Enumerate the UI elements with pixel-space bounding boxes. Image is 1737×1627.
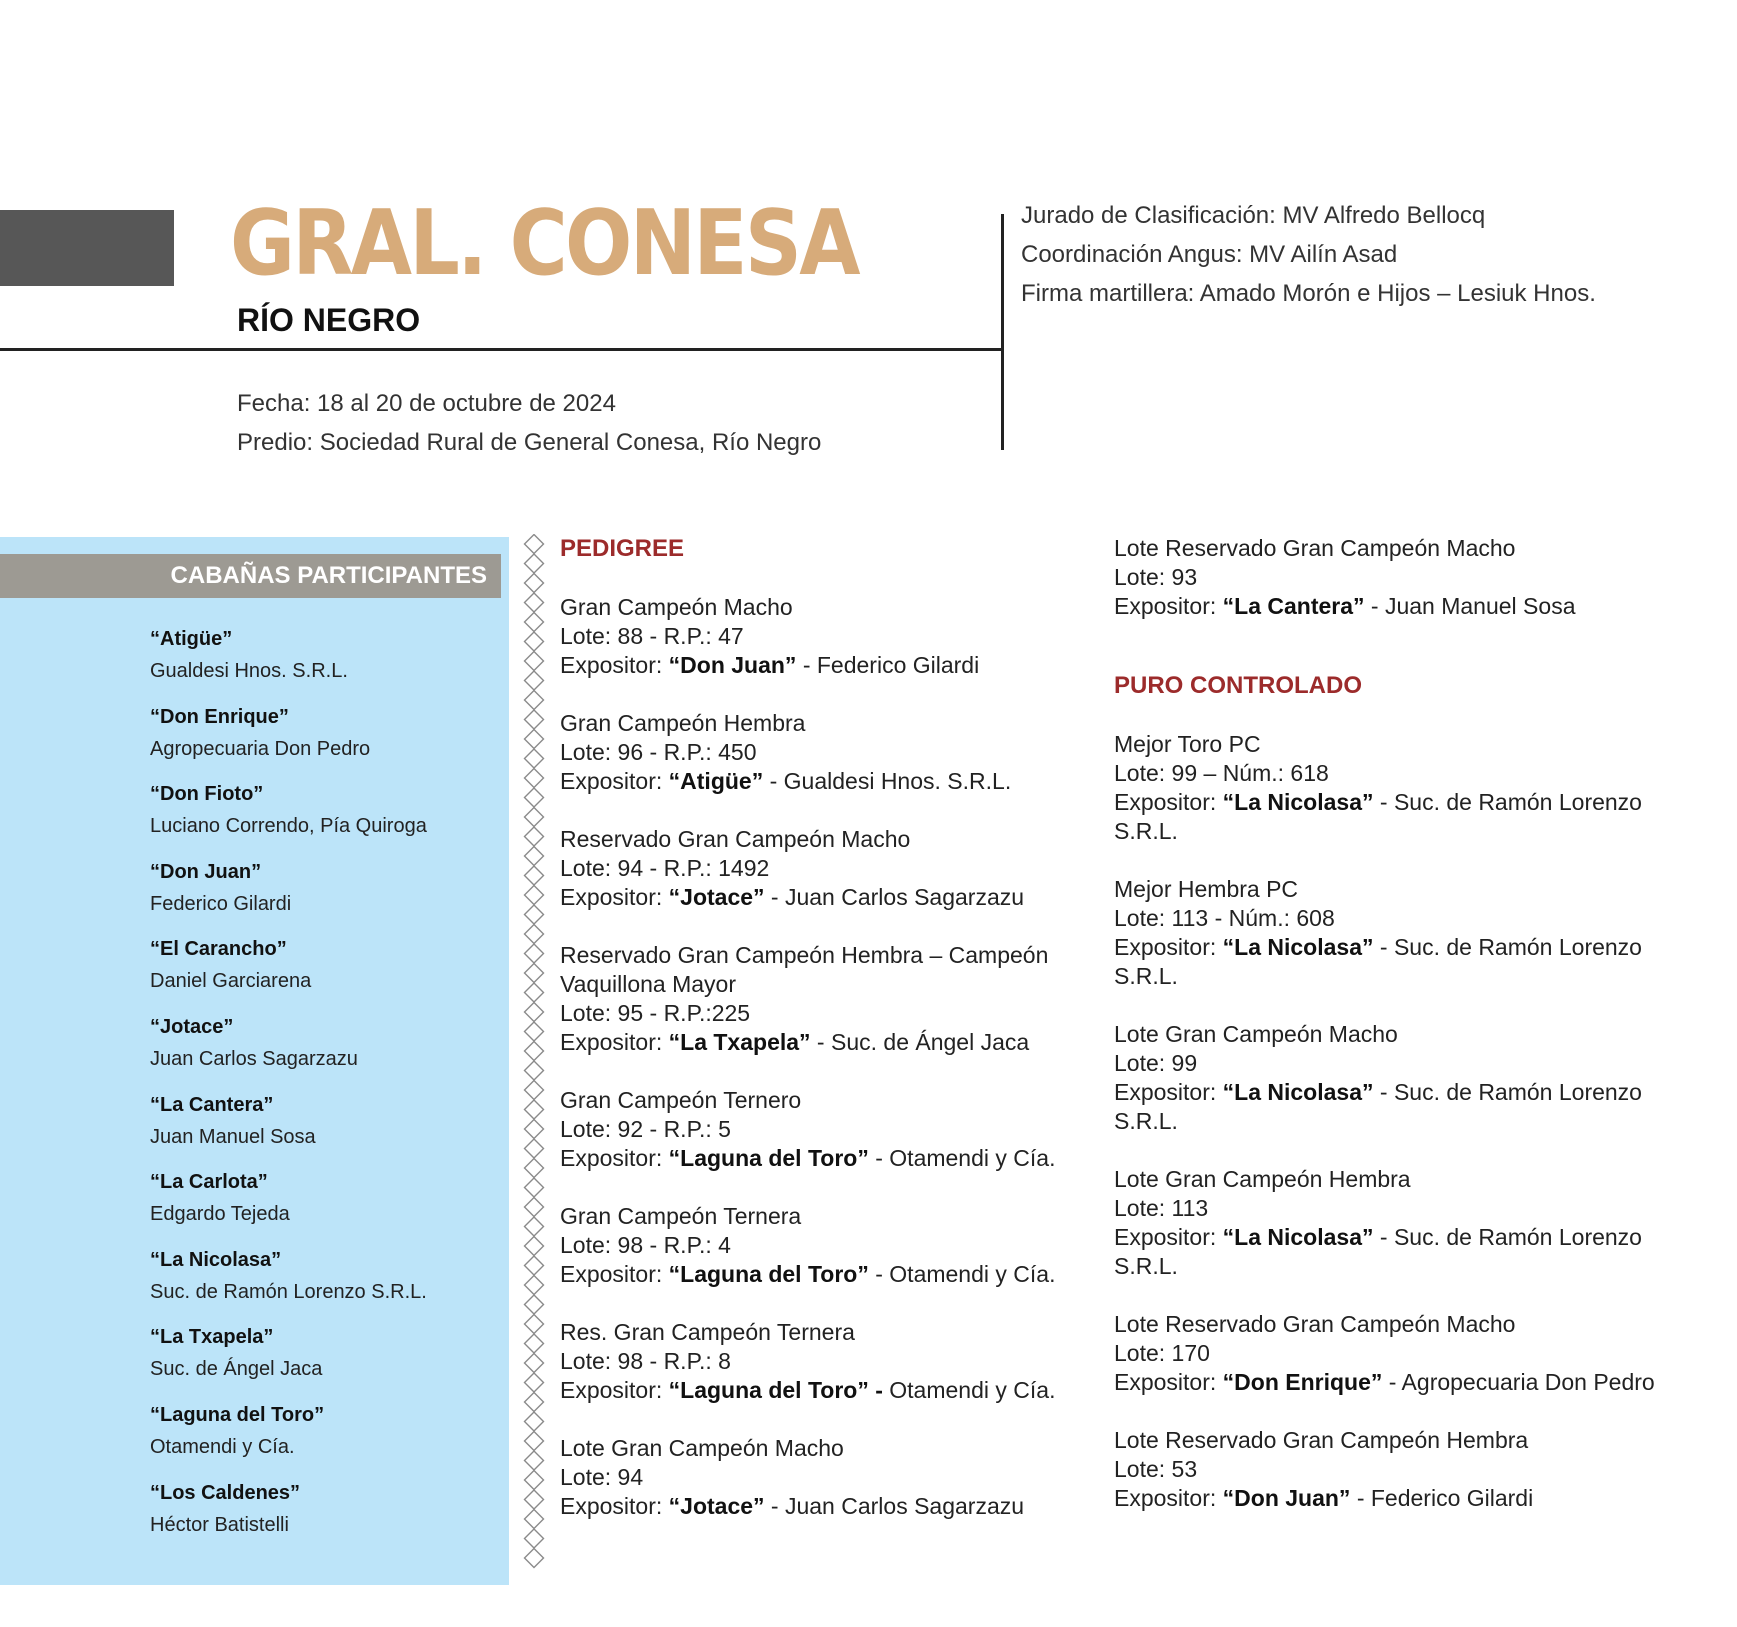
award-title: Gran Campeón Ternera [560, 1203, 802, 1229]
pedigree-column [560, 534, 1080, 1521]
award-entry [560, 709, 1080, 796]
award-expositor [560, 767, 1080, 796]
diamond-chain-divider [522, 534, 546, 1586]
expositor-label: Expositor: [560, 1377, 669, 1403]
award-expositor [1114, 1223, 1674, 1281]
expositor-name: “Jotace” [668, 884, 765, 910]
cabana-name: “La Carlota” [150, 1171, 268, 1194]
diamond-ornament [525, 1549, 544, 1568]
list-item [150, 934, 500, 1012]
expositor-owner: - Otamendi y Cía. [868, 1261, 1056, 1287]
award-entry [1114, 875, 1674, 991]
expositor-label: Expositor: [560, 884, 669, 910]
list-item [150, 1167, 500, 1245]
award-lote: Lote: 53 [1114, 1456, 1198, 1482]
expositor-name: “La Nicolasa” [1222, 1079, 1374, 1105]
expositor-name: “La Txapela” [668, 1029, 811, 1055]
diamond-ornament [525, 1217, 544, 1236]
award-expositor [560, 1144, 1080, 1173]
award-title: Mejor Hembra PC [1114, 876, 1299, 902]
award-title: Reservado Gran Campeón Macho [560, 826, 911, 852]
award-expositor [560, 1376, 1080, 1405]
diamond-ornament [525, 554, 544, 573]
award-entry [1114, 1310, 1674, 1397]
award-expositor [560, 1260, 1080, 1289]
award-entry [560, 1318, 1080, 1405]
award-title: Gran Campeón Ternero [560, 1087, 802, 1113]
award-expositor [560, 651, 1080, 680]
award-lote: Lote: 96 - R.P.: 450 [560, 739, 757, 765]
expositor-label: Expositor: [560, 1145, 669, 1171]
award-expositor [1114, 1484, 1674, 1513]
cabana-name: “El Carancho” [150, 938, 287, 961]
cabana-name: “Don Juan” [150, 860, 262, 883]
diamond-ornament [525, 905, 544, 924]
cabana-name: “La Cantera” [150, 1093, 274, 1116]
expositor-name: “Jotace” [668, 1493, 765, 1519]
cabana-owner: Juan Carlos Sagarzazu [150, 1047, 358, 1070]
expositor-owner: - Suc. de Ramón Lorenzo S.R.L. [1114, 789, 1642, 844]
list-item [150, 702, 500, 780]
event-date: Fecha: 18 al 20 de octubre de 2024 [237, 390, 616, 417]
cabana-owner: Federico Gilardi [150, 892, 292, 915]
award-title: Lote Gran Campeón Hembra [1114, 1166, 1411, 1192]
expositor-owner: - Agropecuaria Don Pedro [1382, 1369, 1655, 1395]
award-lote: Lote: 95 - R.P.:225 [560, 1000, 751, 1026]
award-entry [560, 593, 1080, 680]
expositor-label: Expositor: [560, 1029, 669, 1055]
award-lote: Lote: 98 - R.P.: 8 [560, 1348, 731, 1374]
diamond-ornament [525, 944, 544, 963]
diamond-ornament [525, 827, 544, 846]
diamond-ornament [525, 983, 544, 1002]
diamond-ornament [525, 1334, 544, 1353]
diamond-ornament [525, 1451, 544, 1470]
header-vertical-divider [1001, 214, 1004, 450]
diamond-ornament [525, 1081, 544, 1100]
award-entry [1114, 730, 1674, 846]
award-lote: Lote: 93 [1114, 564, 1198, 590]
diamond-ornament [525, 866, 544, 885]
expositor-owner: - Suc. de Ramón Lorenzo S.R.L. [1114, 934, 1642, 989]
section-heading-puro-controlado: PURO CONTROLADO [1114, 672, 1362, 699]
award-lote: Lote: 113 [1114, 1195, 1209, 1221]
award-title: Lote Reservado Gran Campeón Macho [1114, 1311, 1516, 1337]
expositor-name: “La Cantera” [1222, 593, 1365, 619]
expositor-name: “Laguna del Toro” [668, 1145, 869, 1171]
expositor-name: “La Nicolasa” [1222, 1224, 1374, 1250]
award-title: Lote Gran Campeón Macho [560, 1435, 844, 1461]
diamond-ornament [525, 749, 544, 768]
expositor-label: Expositor: [1114, 789, 1223, 815]
cabana-name: “Don Fioto” [150, 783, 264, 806]
cabana-owner: Agropecuaria Don Pedro [150, 737, 371, 760]
cabana-owner: Otamendi y Cía. [150, 1435, 295, 1458]
auctioneer-credit: Firma martillera: Amado Morón e Hijos – Lesiuk Hnos. [1021, 280, 1596, 307]
diamond-ornament [525, 1393, 544, 1412]
cabana-name: “Don Enrique” [150, 705, 289, 728]
cabana-name: “Atigüe” [150, 628, 233, 650]
diamond-ornament [525, 1432, 544, 1451]
diamond-ornament [525, 1042, 544, 1061]
award-entry [560, 1202, 1080, 1289]
expositor-owner: - Federico Gilardi [1350, 1485, 1534, 1511]
expositor-label: Expositor: [1114, 1224, 1223, 1250]
expositor-owner: - Juan Carlos Sagarzazu [764, 1493, 1025, 1519]
award-entry [560, 1434, 1080, 1521]
diamond-ornament [525, 1373, 544, 1392]
diamond-ornament [525, 1139, 544, 1158]
cabana-owner: Suc. de Ángel Jaca [150, 1358, 323, 1381]
expositor-owner: - Juan Carlos Sagarzazu [764, 884, 1025, 910]
expositor-name: “Laguna del Toro” - [668, 1377, 883, 1403]
cabana-owner: Daniel Garciarena [150, 970, 312, 993]
diamond-ornament [525, 1178, 544, 1197]
award-title: Gran Campeón Hembra [560, 710, 806, 736]
award-entry [1114, 1426, 1674, 1513]
diamond-ornament [525, 1120, 544, 1139]
diamond-ornament [525, 1354, 544, 1373]
expositor-label: Expositor: [1114, 934, 1223, 960]
diamond-ornament [525, 1276, 544, 1295]
award-title: Lote Gran Campeón Macho [1114, 1021, 1398, 1047]
award-lote: Lote: 92 - R.P.: 5 [560, 1116, 731, 1142]
award-title: Mejor Toro PC [1114, 731, 1261, 757]
diamond-ornament [525, 1003, 544, 1022]
cabana-owner: Suc. de Ramón Lorenzo S.R.L. [150, 1280, 427, 1303]
award-expositor [560, 883, 1080, 912]
diamond-ornament [525, 1412, 544, 1431]
award-expositor [560, 1492, 1080, 1521]
award-title: Gran Campeón Macho [560, 594, 793, 620]
event-venue: Predio: Sociedad Rural de General Conesa, Río Negro [237, 429, 822, 456]
expositor-owner: - Suc. de Ramón Lorenzo S.R.L. [1114, 1079, 1642, 1134]
award-entry [1114, 1165, 1674, 1281]
cabana-owner: Luciano Correndo, Pía Quiroga [150, 815, 427, 838]
list-item [150, 1478, 500, 1556]
list-item [150, 1090, 500, 1168]
expositor-label: Expositor: [1114, 1079, 1223, 1105]
expositor-label: Expositor: [560, 1261, 669, 1287]
award-title: Res. Gran Campeón Ternera [560, 1319, 855, 1345]
cabana-name: “La Txapela” [150, 1326, 274, 1349]
award-lote: Lote: 88 - R.P.: 47 [560, 623, 744, 649]
page-title: GRAL. CONESA [230, 191, 858, 296]
award-title: Reservado Gran Campeón Hembra – Campeón Vaquillona Mayor [560, 942, 1049, 997]
expositor-name: “La Nicolasa” [1222, 934, 1374, 960]
award-expositor [1114, 1078, 1674, 1136]
participants-list [150, 624, 500, 1555]
cabana-owner: Juan Manuel Sosa [150, 1125, 316, 1148]
diamond-ornament [525, 1315, 544, 1334]
expositor-owner: - Federico Gilardi [796, 652, 980, 678]
expositor-label: Expositor: [1114, 593, 1223, 619]
award-lote: Lote: 94 [560, 1464, 644, 1490]
diamond-ornament [525, 574, 544, 593]
expositor-name: “La Nicolasa” [1222, 789, 1374, 815]
diamond-ornament [525, 925, 544, 944]
diamond-ornament [525, 1100, 544, 1119]
diamond-ornament [525, 613, 544, 632]
diamond-ornament [525, 788, 544, 807]
cabana-name: “Los Caldenes” [150, 1481, 301, 1504]
diamond-ornament [525, 710, 544, 729]
award-entry [1114, 1020, 1674, 1136]
expositor-label: Expositor: [1114, 1485, 1223, 1511]
list-item [150, 1245, 500, 1323]
cabana-name: “Jotace” [150, 1015, 234, 1038]
award-lote: Lote: 113 - Núm.: 608 [1114, 905, 1335, 931]
diamond-ornament [525, 1295, 544, 1314]
jury-credit: Jurado de Clasificación: MV Alfredo Bellocq [1021, 202, 1486, 229]
section-heading-pedigree: PEDIGREE [560, 535, 685, 562]
cabana-owner: Edgardo Tejeda [150, 1203, 290, 1226]
coordination-credit: Coordinación Angus: MV Ailín Asad [1021, 241, 1398, 268]
list-item [150, 779, 500, 857]
award-lote: Lote: 99 – Núm.: 618 [1114, 760, 1329, 786]
list-item [150, 1322, 500, 1400]
diamond-ornament [525, 769, 544, 788]
diamond-ornament [525, 1237, 544, 1256]
header-divider [0, 348, 1002, 351]
list-item [150, 857, 500, 935]
diamond-ornament [525, 1490, 544, 1509]
diamond-ornament [525, 691, 544, 710]
award-expositor [1114, 933, 1674, 991]
puro-controlado-column [1114, 534, 1674, 1513]
expositor-owner: - Gualdesi Hnos. S.R.L. [763, 768, 1012, 794]
diamond-ornament [525, 1256, 544, 1275]
diamond-ornament [525, 1198, 544, 1217]
award-expositor [560, 1028, 1080, 1057]
diamond-ornament [525, 730, 544, 749]
award-lote: Lote: 94 - R.P.: 1492 [560, 855, 770, 881]
expositor-label: Expositor: [560, 652, 669, 678]
award-lote: Lote: 170 [1114, 1340, 1210, 1366]
list-item [150, 624, 500, 702]
diamond-ornament [525, 1061, 544, 1080]
cabana-owner: Héctor Batistelli [150, 1513, 289, 1536]
award-entry [560, 825, 1080, 912]
diamond-ornament [525, 1529, 544, 1548]
page-subtitle: RÍO NEGRO [237, 302, 421, 338]
expositor-owner: - Otamendi y Cía. [868, 1145, 1056, 1171]
expositor-label: Expositor: [560, 768, 669, 794]
cabana-name: “La Nicolasa” [150, 1248, 282, 1271]
cabana-owner: Gualdesi Hnos. S.R.L. [150, 660, 348, 682]
diamond-ornament [525, 1022, 544, 1041]
expositor-owner: - Suc. de Ramón Lorenzo S.R.L. [1114, 1224, 1642, 1279]
award-expositor [1114, 788, 1674, 846]
award-entry [560, 941, 1080, 1057]
expositor-name: “Laguna del Toro” [668, 1261, 869, 1287]
expositor-label: Expositor: [1114, 1369, 1223, 1395]
expositor-owner: - Juan Manuel Sosa [1364, 593, 1576, 619]
award-entry [1114, 534, 1674, 621]
list-item [150, 1012, 500, 1090]
diamond-ornament [525, 671, 544, 690]
expositor-name: “Don Enrique” [1222, 1369, 1383, 1395]
cabana-name: “Laguna del Toro” [150, 1403, 325, 1426]
diamond-ornament [525, 632, 544, 651]
award-lote: Lote: 98 - R.P.: 4 [560, 1232, 731, 1258]
diamond-ornament [525, 535, 544, 554]
award-expositor [1114, 592, 1674, 621]
award-lote: Lote: 99 [1114, 1050, 1198, 1076]
list-item [150, 1400, 500, 1478]
award-title: Lote Reservado Gran Campeón Macho [1114, 535, 1516, 561]
diamond-ornament [525, 1510, 544, 1529]
diamond-ornament [525, 886, 544, 905]
expositor-name: “Atigüe” [668, 768, 764, 794]
award-expositor [1114, 1368, 1674, 1397]
expositor-owner: Otamendi y Cía. [882, 1377, 1056, 1403]
diamond-ornament [525, 1471, 544, 1490]
expositor-name: “Don Juan” [1222, 1485, 1351, 1511]
diamond-ornament [525, 652, 544, 671]
diamond-ornament [525, 808, 544, 827]
diamond-ornament [525, 1159, 544, 1178]
diamond-ornament [525, 964, 544, 983]
diamond-ornament [525, 847, 544, 866]
expositor-label: Expositor: [560, 1493, 669, 1519]
expositor-name: “Don Juan” [668, 652, 797, 678]
award-title: Lote Reservado Gran Campeón Hembra [1114, 1427, 1529, 1453]
participants-heading: CABAÑAS PARTICIPANTES [0, 554, 501, 598]
award-entry [560, 1086, 1080, 1173]
diamond-ornament [525, 593, 544, 612]
header-accent-bar [0, 210, 174, 286]
expositor-owner: - Suc. de Ángel Jaca [810, 1029, 1030, 1055]
